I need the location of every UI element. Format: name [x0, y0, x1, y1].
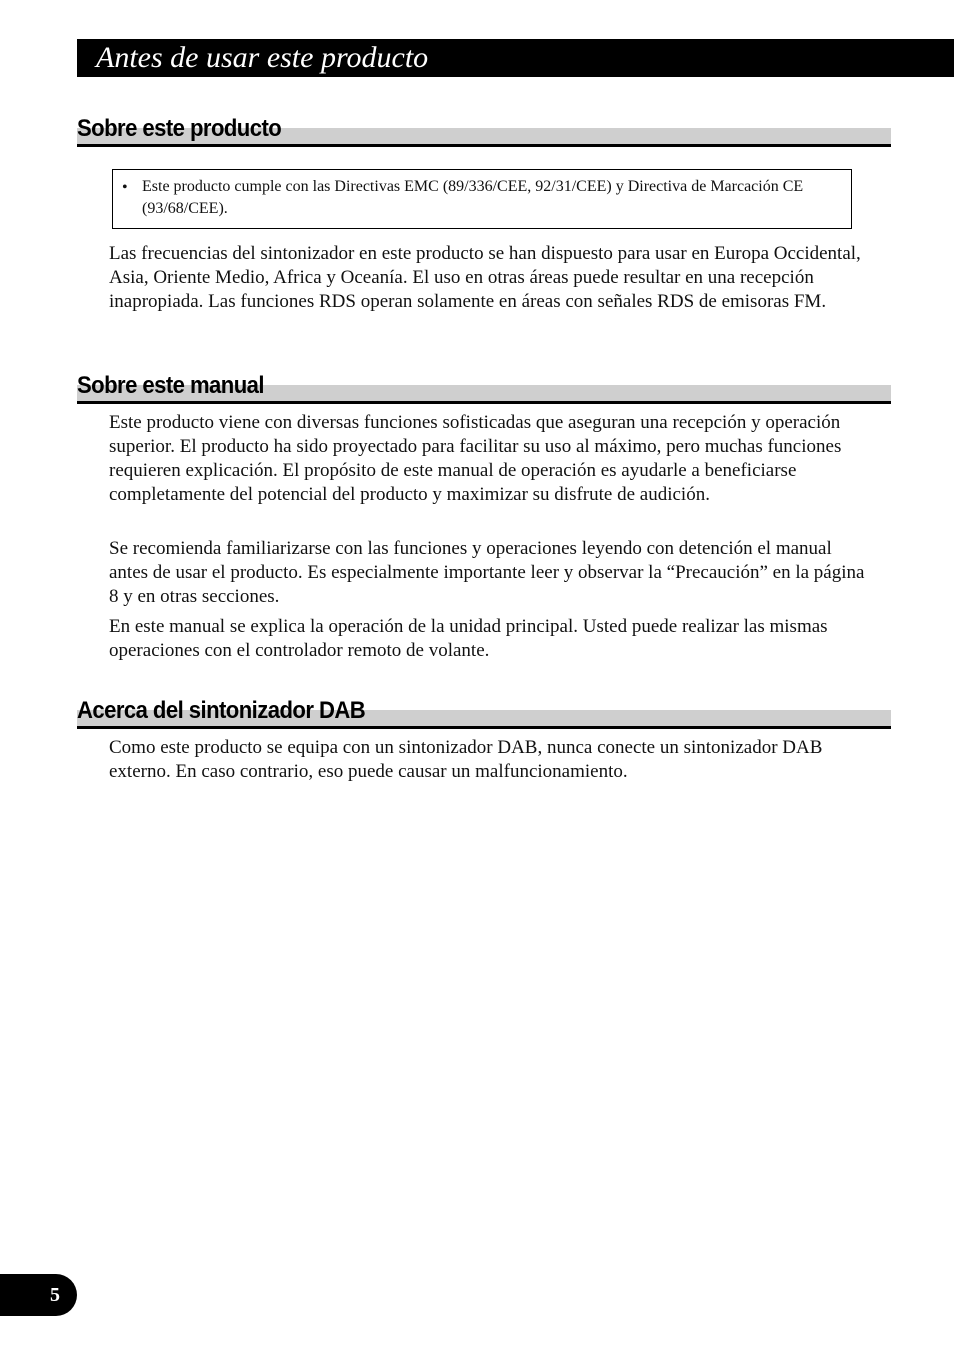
section-heading-dab — [77, 693, 891, 729]
heading-rule — [77, 401, 891, 404]
bullet-icon: • — [122, 179, 128, 196]
paragraph-dab-warning: Como este producto se equipa con un sintonizador DAB, nunca conecte un sintonizador DAB externo. En caso contrario, eso puede causar un malfuncionamiento. — [109, 737, 823, 782]
heading-rule — [77, 726, 891, 729]
paragraph-features: Este producto viene con diversas funciones sofisticadas que aseguran una recepción y operación superior. El producto ha sido proyectado para facilitar su uso al máximo, pero muchas funciones requieren explicación. El propósito de este manual de operación es ayudarle a beneficiarse completamente del potencial del producto y maximizar su disfrute de audición. — [109, 412, 842, 505]
section-heading-sobre-manual — [77, 368, 891, 404]
section-title: Sobre este manual — [77, 372, 264, 399]
paragraph-steering-remote: En este manual se explica la operación de la unidad principal. Usted puede realizar las mismas operaciones con el controlador remoto de volante. — [109, 616, 828, 661]
section-heading-sobre-producto — [77, 111, 891, 147]
paragraph-frequencies: Las frecuencias del sintonizador en este producto se han dispuesto para usar en Europa Occidental, Asia, Oriente Medio, Africa y Oceanía. El uso en otras áreas puede resultar en una recepción inapropiada. Las funciones RDS operan solamente en áreas con señales RDS de emisoras FM. — [109, 243, 861, 312]
chapter-header-bar — [77, 39, 954, 77]
compliance-notice-box — [112, 169, 852, 229]
paragraph-recommendation: Se recomienda familiarizarse con las funciones y operaciones leyendo con detención el manual antes de usar el producto. Es especialmente importante leer y observar la “Precaución” en la página 8 y en otras secciones. — [109, 538, 865, 607]
heading-rule — [77, 144, 891, 147]
page-number: 5 — [50, 1284, 60, 1306]
page-number-tab — [0, 1274, 77, 1316]
compliance-notice-text: Este producto cumple con las Directivas EMC (89/336/CEE, 92/31/CEE) y Directiva de Marcación CE (93/68/CEE). — [142, 178, 804, 217]
chapter-title: Antes de usar este producto — [96, 41, 429, 74]
section-title: Acerca del sintonizador DAB — [77, 697, 366, 724]
section-title: Sobre este producto — [77, 115, 282, 142]
